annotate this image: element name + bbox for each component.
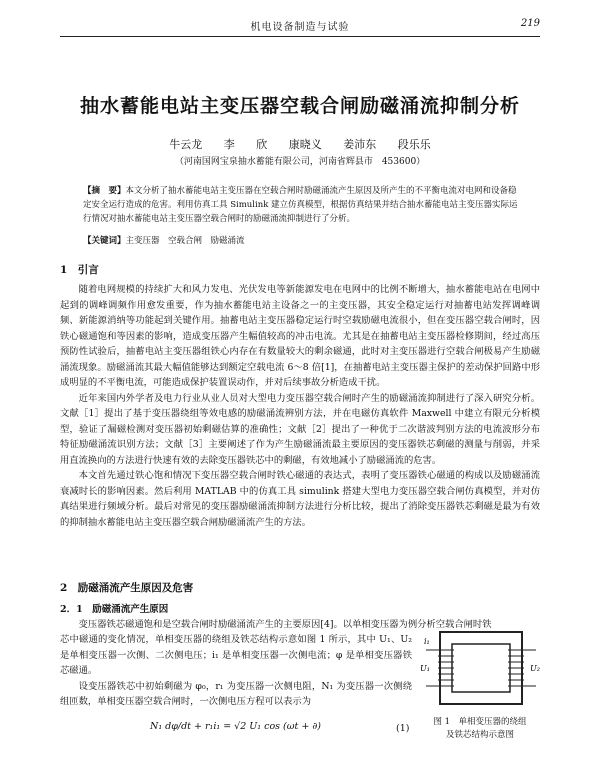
causes-paragraph-1-start: 变压器铁芯磁通饱和是空载合闸时励磁涌流产生的主要原因[4]。以单相变压器为例分析空载合闸时铁 [78,619,492,630]
abstract-label: 【摘 要】 [83,186,126,196]
intro-paragraph-3: 本文首先通过铁心饱和情况下变压器空载合闸时铁心磁通的表达式，表明了变压器铁心磁通的构成以及励磁涌流衰减时长的影响因素。然后利用 MATLAB 中的仿真工具 simulink 搭建大型电力变压器空载合闸仿真模型，并对仿真结果进行频域分析。最后对常见的变压器励磁涌流抑制方法进行分析比较，提出了消除变压器铁芯剩磁是最为有效的抑制抽水蓄能电站主变压器空载合闸励磁涌流产生的方法。 [60,470,540,528]
figure-1-caption-line1: 图 1 单相变压器的绕组 [433,717,527,727]
figure-1-caption [410,716,550,742]
core-inner [452,644,510,692]
causes-paragraph-2: 设变压器铁芯中初始剩磁为 φ₀，r₁ 为变压器一次侧电阻，N₁ 为变压器一次侧绕组匝数，单相变压器空载合闸时，一次侧电压方程可以表示为 [60,680,412,707]
figure-1-transformer-diagram [418,626,544,710]
equation-1-number: (1) [396,723,410,734]
page-number: 219 [520,18,540,29]
journal-name: 机电设备制造与试验 [250,22,350,33]
causes-body [60,632,412,710]
keywords-text: 主变压器 空载合闸 励磁涌流 [125,236,245,246]
equation-1: N₁ dφ/dt + r₁i₁ = √2 U₁ cos (ωt + ∂) [150,721,321,732]
keywords-label: 【关键词】 [83,236,126,246]
figure-1-caption-line2: 及铁芯结构示意图 [445,730,514,740]
keywords [83,234,519,246]
intro-paragraph-1: 随着电网规模的持续扩大和风力发电、光伏发电等新能源发电在电网中的比例不断增大，抽水蓄能电站在电网中起到的调峰调频作用愈发重要，作为抽水蓄能电站主设备之一的主变压器，其安全稳定运行对抽蓄电站发挥调峰调频、新能源消纳等功能起到关键作用。抽蓄电站主变压器稳定运行时空载励磁电流很小，但在变压器空载合闸时，因铁心磁通饱和等因素的影响，造成变压器产生幅值较高的冲击电流。尤其是在抽蓄电站主变压器检修期间，经过高压预防性试验后，抽蓄电站主变压器组铁心内存在有数量较大的剩余磁通，此时对主变压器进行空载合闸极易产生励磁涌流现象。励磁涌流其最大幅值能够达到额定空载电流 6～8 倍[1]，在抽蓄电站主变压器主保护的差动保护回路中形成明显的不平衡电流，可能造成保护装置误动作，并对后续事故分析造成干扰。 [60,284,540,388]
causes-paragraph-1-rest: 芯中磁通的变化情况，单相变压器的绕组及铁芯结构示意如图 1 所示，其中 U₁、U₂ 是单相变压器一次侧、二次侧电压；i₁ 是单相变压器一次侧电流；φ 是单相变压器铁芯磁通。 [60,634,412,676]
abstract-text: 本文分析了抽水蓄能电站主变压器在空载合闸时励磁涌流产生原因及所产生的不平衡电流对电网和设备稳定安全运行造成的危害。利用仿真工具 Simulink 建立仿真模型，根据仿真结果并结合抽水蓄能电站主变压器实际运行情况对抽水蓄能电站主变压器空载合闸时的励磁涌流抑制进行了分析。 [83,186,518,224]
affiliation: （河南国网宝泉抽水蓄能有限公司，河南省辉县市 453600） [174,157,426,167]
abstract [83,184,519,226]
label-i1: i₁ [424,637,430,646]
label-u1: U₁ [420,664,430,673]
section-heading-intro: 1 引言 [60,264,99,276]
intro-paragraph-2: 近年来国内外学者及电力行业从业人员对大型电力变压器空载合闸时产生的励磁涌流抑制进行了深入研究分析。文献［1］提出了基于变压器绕组等效电感的励磁涌流辨别方法，并在电磁仿真软件 Maxwell 中建立有限元分析模型，验证了漏磁检测对变压器初始剩磁估算的准确性；文献［2］提出了一种优于二次谐波判别方法的电流波形分布特征励磁涌流识别方法；文献［3］主要阐述了作为产生励磁涌流最主要原因的变压器铁芯剩磁的测量与削弱，并采用直流换向的方法进行快速有效的去除变压器铁芯中的剩磁，有效地减小了励磁涌流的危害。 [60,392,540,466]
intro-body [60,282,540,530]
running-header [60,18,540,36]
section-heading-causes: 2 励磁涌流产生原因及危害 [60,582,194,594]
header-rule [60,36,540,37]
subsection-heading-causes: 2．1 励磁涌流产生原因 [60,604,169,615]
paper-title: 抽水蓄能电站主变压器空载合闸励磁涌流抑制分析 [79,95,520,117]
author-list: 牛云龙 李 欣 康晓义 姜沛东 段乐乐 [169,138,431,151]
label-u2: U₂ [530,664,540,673]
